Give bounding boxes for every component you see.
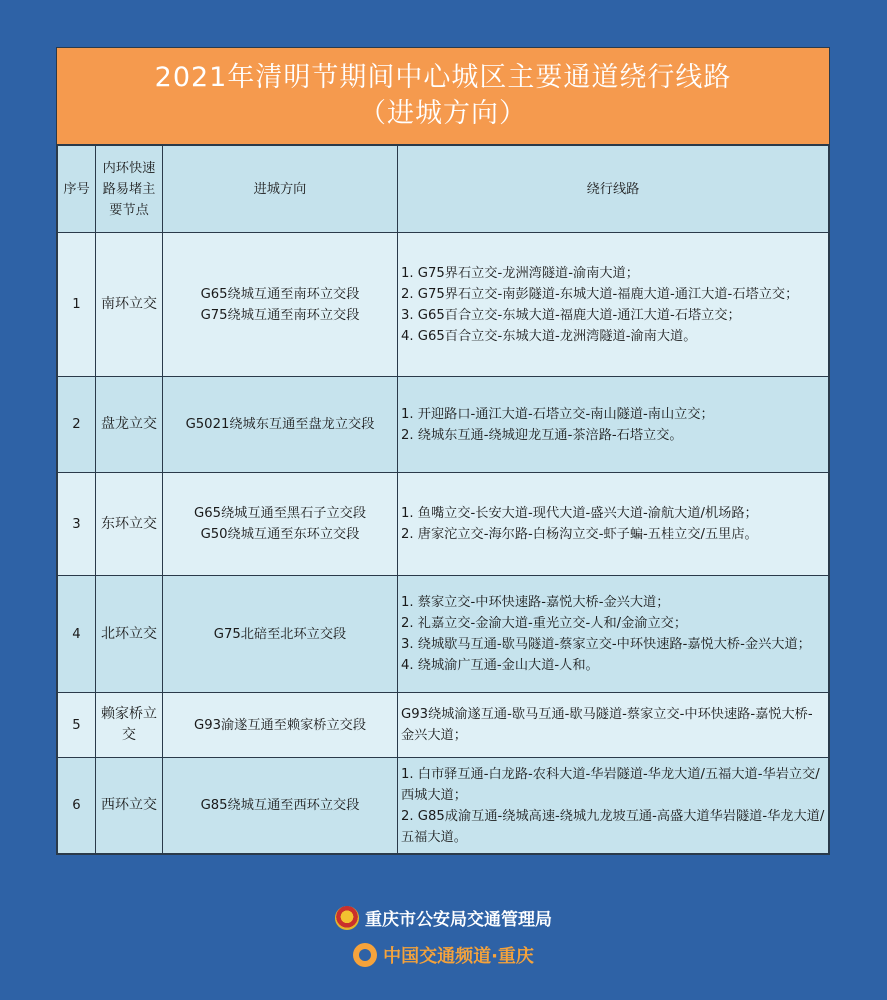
route-line: 1. G75界石立交-龙洲湾隧道-渝南大道；	[401, 265, 639, 281]
route-line: 2. G85成渝互通-绕城高速-绕城九龙坡互通-高盛大道华岩隧道-华龙大道/五福大道。	[401, 808, 825, 845]
row-seq: 1	[58, 233, 96, 377]
route-line: 1. 开迎路口-通江大道-石塔立交-南山隧道-南山立交；	[401, 406, 714, 422]
route-line: G93绕城渝遂互通-歇马互通-歇马隧道-蔡家立交-中环快速路-嘉悦大桥-金兴大道；	[401, 707, 813, 743]
table-row	[58, 473, 829, 576]
row-node: 南环立交	[96, 233, 163, 377]
row-seq: 4	[58, 576, 96, 693]
police-badge-icon	[335, 906, 359, 930]
row-seq: 5	[58, 693, 96, 758]
row-routes	[398, 576, 829, 693]
routes-panel	[56, 47, 830, 855]
agency-name: 重庆市公安局交通管理局	[365, 910, 552, 930]
header-node: 内环快速路易堵主要节点	[96, 146, 163, 233]
table-row	[58, 758, 829, 854]
channel-footer	[0, 942, 887, 972]
agency-footer	[0, 905, 887, 935]
direction-line: G5021绕城东互通至盘龙立交段	[185, 417, 375, 432]
title-line-1: 2021年清明节期间中心城区主要通道绕行线路	[154, 62, 732, 93]
route-line: 2. 唐家沱立交-海尔路-白杨沟立交-虾子蝙-五桂立交/五里店。	[401, 527, 758, 542]
row-direction	[163, 473, 398, 576]
title-line-2: （进城方向）	[359, 98, 527, 129]
route-line: 1. 鱼嘴立交-长安大道-现代大道-盛兴大道-渝航大道/机场路；	[401, 506, 758, 521]
row-direction	[163, 377, 398, 473]
direction-line: G50绕城互通至东环立交段	[200, 527, 360, 542]
header-route: 绕行线路	[398, 146, 829, 233]
row-routes	[398, 473, 829, 576]
table-row	[58, 377, 829, 473]
row-routes	[398, 233, 829, 377]
channel-logo-icon	[353, 943, 377, 967]
detour-routes-table	[57, 145, 829, 854]
direction-line: G85绕城互通至西环立交段	[200, 798, 360, 813]
row-seq: 3	[58, 473, 96, 576]
channel-name: 中国交通频道·重庆	[383, 946, 534, 967]
table-header-row	[58, 146, 829, 233]
route-line: 1. 蔡家立交-中环快速路-嘉悦大桥-金兴大道；	[401, 595, 670, 610]
route-line: 2. 礼嘉立交-金渝大道-重光立交-人和/金渝立交；	[401, 616, 688, 631]
route-line: 2. 绕城东互通-绕城迎龙互通-茶涪路-石塔立交。	[401, 427, 683, 443]
direction-line: G93渝遂互通至赖家桥立交段	[193, 717, 367, 733]
row-seq: 2	[58, 377, 96, 473]
row-direction	[163, 693, 398, 758]
direction-line: G75北碚至北环立交段	[213, 626, 347, 642]
row-node: 西环立交	[96, 758, 163, 854]
table-row	[58, 576, 829, 693]
direction-line: G65绕城互通至黑石子立交段	[193, 506, 367, 521]
route-line: 4. 绕城渝广互通-金山大道-人和。	[401, 658, 599, 673]
direction-line: G65绕城互通至南环立交段	[200, 286, 360, 302]
title-bar	[57, 48, 829, 145]
row-direction	[163, 233, 398, 377]
header-direction: 进城方向	[163, 146, 398, 233]
row-node: 北环立交	[96, 576, 163, 693]
row-node: 盘龙立交	[96, 377, 163, 473]
route-line: 1. 白市驿互通-白龙路-农科大道-华岩隧道-华龙大道/五福大道-华岩立交/西城大道；	[401, 766, 820, 803]
row-routes	[398, 377, 829, 473]
row-node: 东环立交	[96, 473, 163, 576]
route-line: 4. G65百合立交-东城大道-龙洲湾隧道-渝南大道。	[401, 328, 697, 344]
row-routes	[398, 758, 829, 854]
header-seq: 序号	[58, 146, 96, 233]
row-seq: 6	[58, 758, 96, 854]
row-direction	[163, 576, 398, 693]
direction-line: G75绕城互通至南环立交段	[200, 307, 360, 323]
table-row	[58, 693, 829, 758]
route-line: 2. G75界石立交-南彭隧道-东城大道-福鹿大道-通江大道-石塔立交；	[401, 286, 799, 302]
route-line: 3. G65百合立交-东城大道-福鹿大道-通江大道-石塔立交；	[401, 307, 741, 323]
route-line: 3. 绕城歇马互通-歇马隧道-蔡家立交-中环快速路-嘉悦大桥-金兴大道；	[401, 637, 811, 652]
row-node: 赖家桥立交	[96, 693, 163, 758]
row-routes	[398, 693, 829, 758]
row-direction	[163, 758, 398, 854]
table-row	[58, 233, 829, 377]
